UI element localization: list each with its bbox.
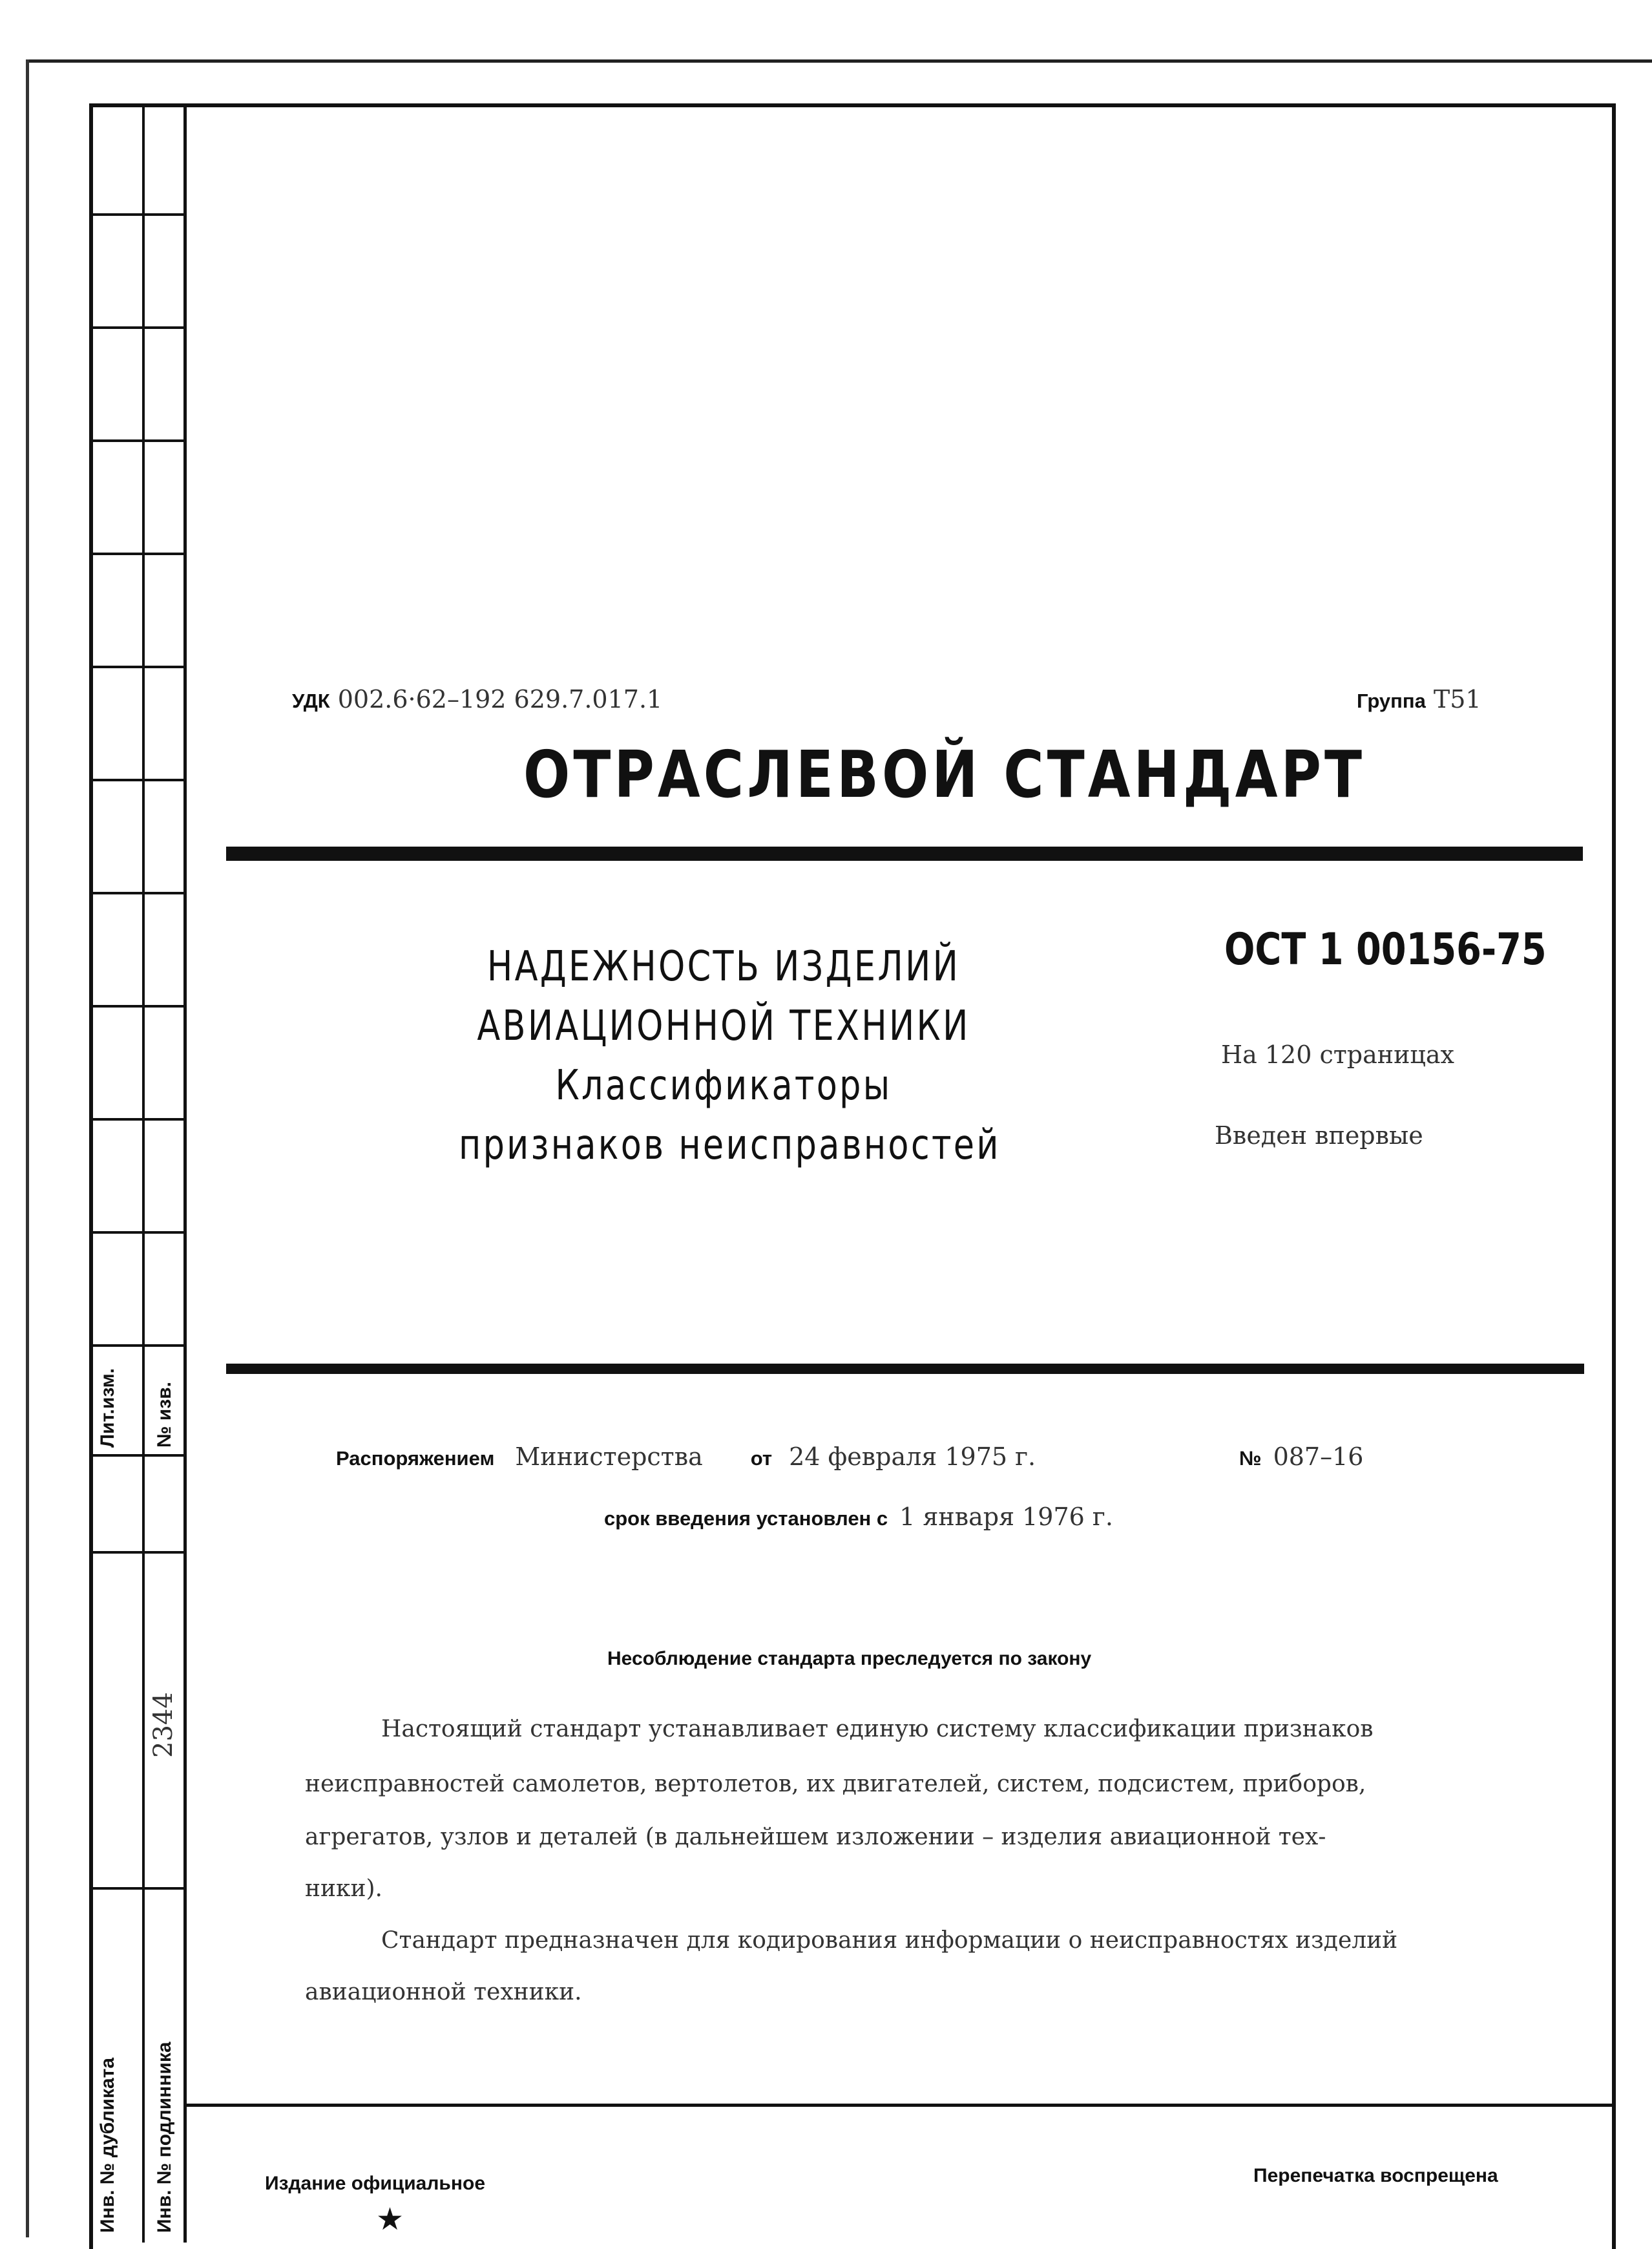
- decree-number-line: [1239, 1442, 1363, 1471]
- decree-date: 24 февраля 1975 г.: [789, 1442, 1036, 1471]
- paragraph-line: Стандарт предназначен для кодирования информации о неисправностях изделий: [381, 1927, 1398, 1954]
- title-rule: [226, 847, 1583, 861]
- group-line: [1357, 685, 1481, 713]
- stub-row-line: [89, 439, 187, 442]
- decree-term-line: [604, 1503, 1113, 1531]
- stub-inventory-number: 2344: [149, 1692, 178, 1758]
- stub-column-divider: [142, 103, 145, 2243]
- paragraph-line: агрегатов, узлов и деталей (в дальнейшем изложении – изделия авиационной тех-: [305, 1824, 1326, 1850]
- udk-label: УДК: [292, 690, 330, 712]
- document-title: ОТРАСЛЕВОЙ СТАНДАРТ: [523, 737, 1366, 812]
- paragraph-line: неисправностей самолетов, вертолетов, их двигателей, систем, подсистем, приборов,: [305, 1771, 1366, 1797]
- stub-row-line: [89, 1005, 187, 1008]
- stub-row-line: [89, 1551, 187, 1554]
- paragraph-line: авиационной техники.: [305, 1979, 582, 2005]
- stub-row-line: [89, 553, 187, 555]
- paragraph-line: Настоящий стандарт устанавливает единую систему классификации признаков: [381, 1716, 1374, 1742]
- stub-row-line: [89, 326, 187, 329]
- decree-number: 087–16: [1273, 1442, 1364, 1471]
- page-count: На 120 страницах: [1221, 1040, 1454, 1069]
- standard-subtitle: [459, 937, 1001, 1175]
- stub-row-line: [89, 1344, 187, 1347]
- stub-row-line: [89, 213, 187, 216]
- subtitle-line: признаков неисправностей: [459, 1121, 1001, 1169]
- stub-column-divider: [183, 103, 187, 2243]
- decree-line: [336, 1442, 1036, 1471]
- stub-no-izv-label: № изв.: [154, 1382, 175, 1448]
- decree-term-label: срок введения установлен с: [604, 1507, 888, 1530]
- decree-authority: Министерства: [515, 1442, 703, 1471]
- stub-row-line: [89, 1231, 187, 1234]
- udk-line: [292, 685, 662, 713]
- stub-row-line: [89, 666, 187, 668]
- introduced-note: Введен впервые: [1215, 1121, 1423, 1150]
- footer-rule: [187, 2104, 1616, 2107]
- subtitle-line: Классификаторы: [555, 1062, 892, 1110]
- stub-inv-dublikata-label: Инв. № дубликата: [97, 2057, 118, 2233]
- subtitle-line: АВИАЦИОННОЙ ТЕХНИКИ: [477, 1002, 970, 1050]
- decree-label: Распоряжением: [336, 1447, 495, 1470]
- stub-row-line: [89, 1454, 187, 1457]
- sheet-left-edge: [26, 59, 29, 2237]
- star-icon: ★: [376, 2201, 404, 2237]
- standard-code: ОСТ 1 00156-75: [1224, 924, 1547, 975]
- edition-note: Издание официальное: [265, 2173, 486, 2194]
- sheet-top-edge: [26, 59, 1652, 63]
- subtitle-line: НАДЕЖНОСТЬ ИЗДЕЛИЙ: [486, 943, 961, 991]
- stub-row-line: [89, 779, 187, 781]
- group-value: Т51: [1433, 685, 1481, 713]
- stub-inv-podlinnika-label: Инв. № подлинника: [154, 2042, 175, 2233]
- decree-from-label: от: [750, 1447, 773, 1470]
- section-rule: [226, 1364, 1584, 1374]
- udk-value: 002.6·62–192 629.7.017.1: [337, 685, 663, 713]
- stub-row-line: [89, 892, 187, 894]
- group-label: Группа: [1357, 690, 1426, 712]
- legal-warning: Несоблюдение стандарта преследуется по закону: [607, 1648, 1092, 1669]
- stub-lit-izm-label: Лит.изм.: [97, 1367, 118, 1448]
- stub-row-line: [89, 1887, 187, 1890]
- decree-term-date: 1 января 1976 г.: [899, 1503, 1113, 1531]
- paragraph-line: ники).: [305, 1875, 382, 1902]
- decree-number-label: №: [1239, 1447, 1262, 1470]
- stub-row-line: [89, 1118, 187, 1121]
- reprint-note: Перепечатка воспрещена: [1253, 2165, 1498, 2186]
